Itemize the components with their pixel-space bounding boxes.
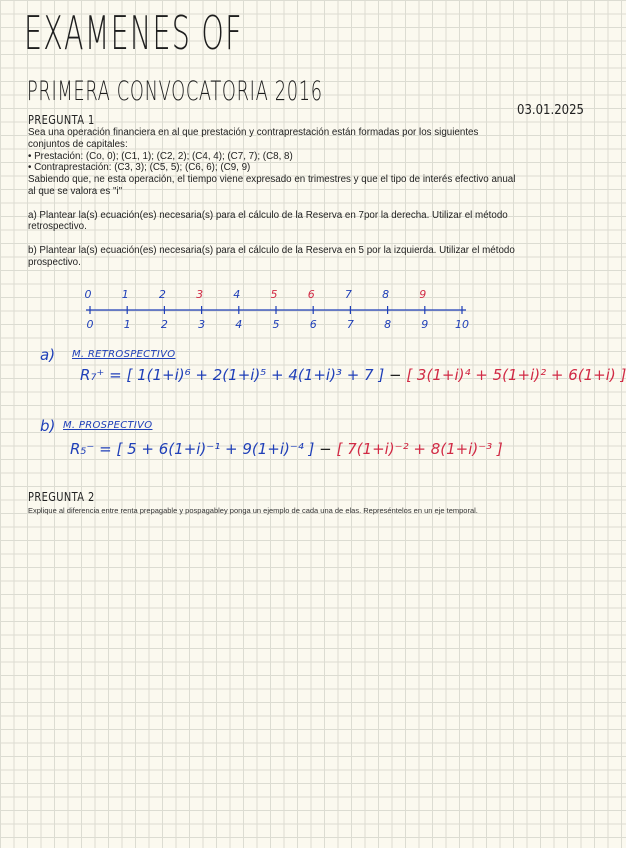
date-label: 03.01.2025 (517, 103, 584, 118)
question-1-line: • Contraprestación: (C3, 3); (C5, 5); (C6, 6); (C9, 9) (28, 162, 251, 174)
timeline-bottom-label: 3 (198, 318, 206, 331)
question-1-line: • Prestación: (Co, 0); (C1, 1); (C2, 2); (C4, 4); (C7, 7); (C8, 8) (28, 150, 293, 162)
formula-a-prestacion: [ 1(1+i)⁶ + 2(1+i)⁵ + 4(1+i)³ + 7 ] (126, 366, 385, 384)
solution-a-formula (80, 366, 626, 384)
formula-b-minus: − (314, 440, 337, 458)
timeline-top-label: 0 (84, 288, 92, 301)
timeline-bottom-label: 6 (309, 318, 317, 331)
timeline (0, 280, 601, 340)
page-title: EXAMENES OF (24, 6, 243, 60)
formula-a-lhs: R₇⁺ = (80, 366, 122, 384)
timeline-bottom-label: 4 (235, 318, 243, 331)
timeline-top-label: 1 (121, 288, 129, 301)
solution-a-label: a) (40, 346, 56, 364)
solution-b-formula (70, 440, 503, 458)
timeline-top-label: 2 (158, 288, 166, 301)
question-2-text: Explique al diferencia entre renta prepagable y pospagabley ponga un ejemplo de cada una de elas. Represéntelos en un eje temporal. (28, 506, 478, 515)
question-1-line: conjuntos de capitales: (28, 138, 128, 150)
timeline-top-label: 9 (419, 288, 427, 301)
formula-a-contraprestacion: [ 3(1+i)⁴ + 5(1+i)² + 6(1+i) ] (406, 366, 626, 384)
timeline-top-label: 5 (270, 288, 278, 301)
question-1-line: al que se valora es "i" (28, 185, 123, 197)
part-b-text: b) Plantear la(s) ecuación(es) necesaria(s) para el cálculo de la Reserva en 5 por la izquierda. Utilizar el método (28, 244, 515, 256)
formula-b-contraprestacion: [ 5 + 6(1+i)⁻¹ + 9(1+i)⁻⁴ ] (116, 440, 315, 458)
question-1-line: Sabiendo que, ne esta operación, el tiempo viene expresado en trimestres y que el tipo de interés efectivo anual (28, 174, 516, 186)
question-1-line: Sea una operación financiera en al que prestación y contraprestación están formadas por los siguientes (28, 127, 479, 138)
timeline-bottom-label: 1 (123, 318, 131, 331)
timeline-bottom-label: 2 (160, 318, 168, 331)
question-1-label: PREGUNTA 1 (28, 113, 95, 127)
part-a-text: a) Plantear la(s) ecuación(es) necesaria(s) para el cálculo de la Reserva en 7por la derecha. Utilizar el método (28, 209, 508, 221)
part-b-text: prospectivo. (28, 256, 81, 268)
part-a-text: retrospectivo. (28, 221, 87, 233)
formula-b-prestacion: [ 7(1+i)⁻² + 8(1+i)⁻³ ] (336, 440, 503, 458)
timeline-bottom-label: 7 (346, 318, 354, 331)
timeline-top-label: 4 (233, 288, 241, 301)
question-1-text (28, 127, 578, 269)
timeline-bottom-label: 10 (455, 318, 469, 331)
timeline-top-label: 6 (307, 288, 315, 301)
timeline-top-label: 8 (382, 288, 390, 301)
timeline-top-label: 7 (344, 288, 352, 301)
formula-a-minus: − (384, 366, 407, 384)
solution-b-label: b) (40, 417, 56, 435)
formula-b-lhs: R₅⁻ = (70, 440, 112, 458)
question-2-label: PREGUNTA 2 (28, 490, 95, 504)
timeline-bottom-label: 9 (421, 318, 429, 331)
timeline-bottom-label: 0 (86, 318, 94, 331)
timeline-bottom-label: 8 (384, 318, 392, 331)
timeline-axis (0, 280, 601, 340)
timeline-top-label: 3 (196, 288, 204, 301)
timeline-bottom-label: 5 (272, 318, 280, 331)
page-subtitle: PRIMERA CONVOCATORIA 2016 (27, 76, 323, 107)
solution-a-method: M. RETROSPECTIVO (72, 349, 176, 360)
solution-b-method: M. PROSPECTIVO (63, 420, 153, 431)
